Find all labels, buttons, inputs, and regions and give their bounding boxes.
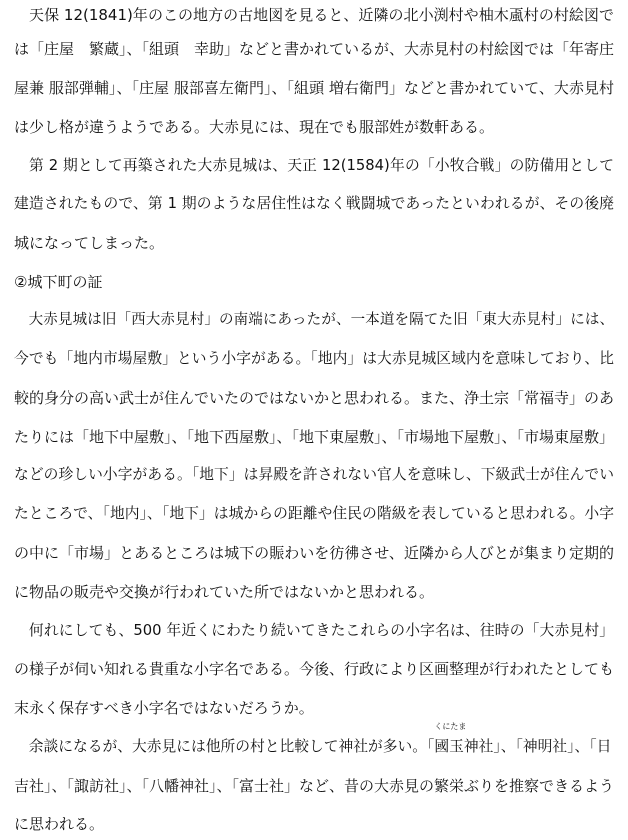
text-line: の中に「市場」とあるところは城下の賑わいを彷彿させ、近隣から人びとが集まり定期的: [14, 544, 614, 562]
text-line: に思われる。: [14, 815, 105, 833]
ruby-base: 國玉: [434, 738, 464, 755]
text-line: 天保 12(1841)年のこの地方の古地図を見ると、近隣の北小渕村や柚木颪村の村絵図で: [14, 6, 614, 24]
text-line: たりには「地下中屋敷」、「地下西屋敷」、「地下東屋敷」、「市場地下屋敷」、「市場東屋敷」: [14, 428, 615, 446]
shrine-text-line: [14, 722, 614, 760]
text-line: などの珍しい小字がある。「地下」は昇殿を許されない官人を意味し、下級武士が住んでい: [14, 466, 614, 483]
text-line: は「庄屋 繁蔵」、「組頭 幸助」などと書かれているが、大赤見村の村絵図では「年寄庄: [14, 40, 615, 58]
text-line: 屋兼 服部弾輔」、「庄屋 服部喜左衛門」、「組頭 増右衛門」などと書かれていて、大赤見村: [14, 79, 614, 97]
text-line: に物品の販売や交換が行われていた所ではないかと思われる。: [14, 583, 435, 601]
shrine-line-after: 神社」、「神明社」、「日: [463, 738, 612, 755]
section-heading: ②城下町の証: [14, 273, 103, 291]
text-line: は少し格が違うようである。大赤見には、現在でも服部姓が数軒ある。: [14, 118, 495, 136]
text-line: 何れにしても、500 年近くにわたり続いてきたこれらの小字名は、往時の「大赤見村」: [14, 622, 614, 639]
text-line: 建造されたもので、第 1 期のような居住性はなく戦闘城であったといわれるが、その後廃: [14, 195, 614, 212]
text-line: 較的身分の高い武士が住んでいたのではないかと思われる。また、浄土宗「常福寺」のあ: [14, 389, 615, 407]
ruby-reading: くにたま: [434, 722, 467, 731]
text-line: の様子が伺い知れる貴重な小字名である。今後、行政により区画整理が行われたとしても: [14, 660, 615, 678]
text-line: 吉社」、「諏訪社」、「八幡神社」、「富士社」など、昔の大赤見の繁栄ぶりを推察できるよう: [14, 777, 615, 795]
text-line: 城になってしまった。: [14, 234, 165, 252]
text-line: 末永く保存すべき小字名ではないだろうか。: [14, 699, 314, 717]
text-line: 第 2 期として再築された大赤見城は、天正 12(1584)年の「小牧合戦」の防備用として: [14, 157, 614, 174]
text-line: 今でも「地内市場屋敷」という小字がある。「地内」は大赤見城区域内を意味しており、比: [14, 350, 614, 367]
text-line: たところで、「地内」、「地下」は城からの距離や住民の階級を表していると思われる。小字: [14, 505, 614, 522]
shrine-line-before: 余談になるが、大赤見には他所の村と比較して神社が多い。「: [14, 738, 435, 755]
text-line: 大赤見城は旧「西大赤見村」の南端にあったが、一本道を隔てた旧「東大赤見村」には、: [14, 312, 614, 328]
ruby-annotation: [434, 722, 467, 760]
